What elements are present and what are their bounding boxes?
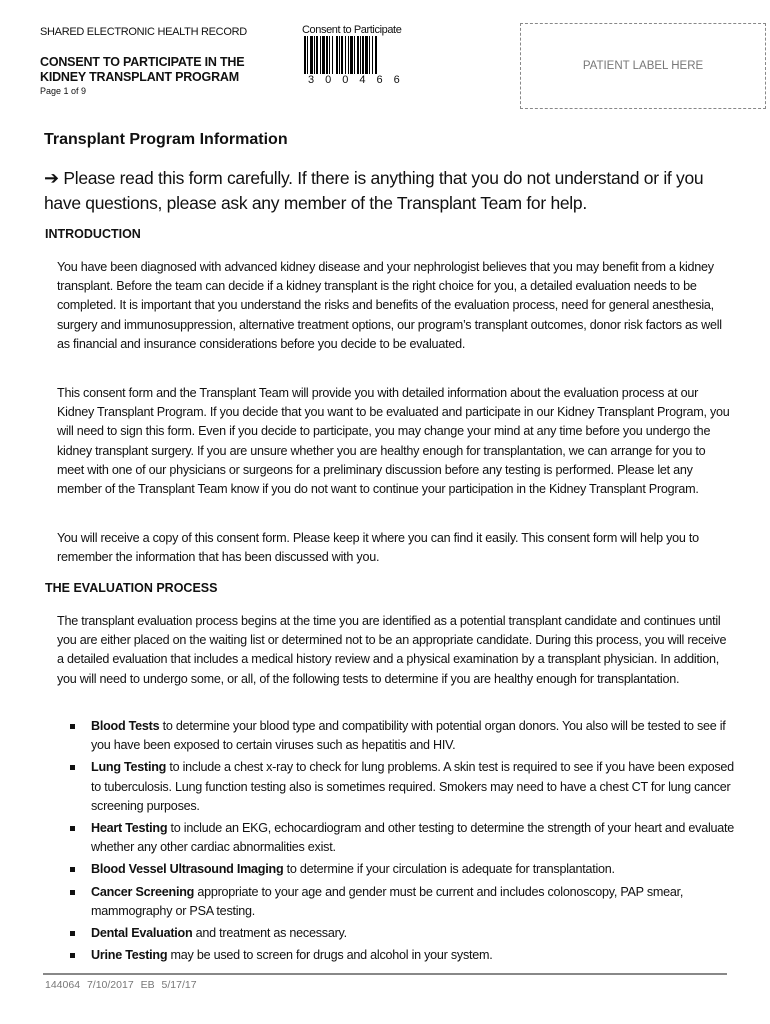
intro-paragraph-1: You have been diagnosed with advanced kidney disease and your nephrologist believes that you may benefit from a kidney transplant. Before the team can decide if a kidney transplant is the right choice for you, a detailed evaluation needs to be completed. It is important that you understand the risks and benefits of the evaluation process, need for general anesthesia, surgery and immunosuppression, alternative treatment options, our program’s transplant outcomes, donor risk factors as well as financial and insurance considerations before you decide to be evaluated.: [57, 260, 722, 351]
item-term: Dental Evaluation: [91, 926, 193, 941]
item-term: Urine Testing: [91, 948, 168, 963]
barcode-bars: [302, 36, 408, 74]
intro-heading: INTRODUCTION: [45, 227, 141, 241]
evaluation-paragraph: The transplant evaluation process begins at the time you are identified as a potential transplant candidate and continues until you are either placed on the waiting list or determined not to be an appropriate candidate. During this process, you will receive a detailed evaluation that includes a medical history review and a physical examination by a transplant physician. In addition, you will need to undergo some, or all, of the following tests to determine if you are healthy enough for transplantation.: [57, 614, 727, 686]
item-text: may be used to screen for drugs and alcohol in your system.: [167, 948, 493, 963]
item-text: to determine if your circulation is adequate for transplantation.: [283, 862, 615, 877]
item-term: Heart Testing: [91, 821, 168, 836]
item-term: Blood Vessel Ultrasound Imaging: [91, 862, 284, 877]
list-item: [57, 758, 737, 816]
document-title-line2: KIDNEY TRANSPLANT PROGRAM: [40, 70, 239, 84]
page-indicator: Page 1 of 9: [40, 86, 87, 96]
document-title: [40, 55, 244, 85]
item-text: to include a chest x-ray to check for lung problems. A skin test is required to see if you have been exposed to tuberculosis. Lung function testing also is sometimes required. Smokers may need to have a chest CT for lung cancer screening purposes.: [91, 760, 734, 813]
item-term: Blood Tests: [91, 719, 160, 733]
bullet-icon: [70, 765, 75, 770]
item-term: Lung Testing: [91, 760, 167, 775]
bullet-icon: [70, 826, 75, 831]
patient-label-box: [520, 23, 766, 109]
list-item: [57, 883, 737, 921]
instruction-note: [44, 166, 744, 216]
instruction-text: Please read this form carefully. If there is anything that you do not understand or if you have questions, please ask any member of the Transplant Team for help.: [44, 168, 704, 213]
intro-paragraph-3: You will receive a copy of this consent form. Please keep it where you can find it easily. This consent form will help you to remember the information that has been discussed with you.: [57, 531, 699, 565]
list-item: [57, 924, 737, 943]
list-item: [57, 717, 737, 755]
footer-revision: 144064 7/10/2017 EB 5/17/17: [45, 979, 197, 991]
bullet-icon: [70, 724, 75, 729]
section-heading: Transplant Program Information: [44, 131, 288, 148]
footer-divider: [43, 973, 727, 975]
item-text: to include an EKG, echocardiogram and other testing to determine the strength of your heart and evaluate whether any other cardiac abnormalities exist.: [91, 821, 735, 855]
bullet-icon: [70, 931, 75, 936]
list-item: [57, 860, 737, 879]
record-system-label: SHARED ELECTRONIC HEALTH RECORD: [40, 26, 247, 38]
barcode-caption: Consent to Participate: [302, 24, 402, 36]
item-term: Cancer Screening: [91, 884, 195, 899]
item-text: and treatment as necessary.: [192, 926, 347, 941]
item-text: appropriate to your age and gender must be current and includes colonoscopy, PAP smear, mammography or PSA testing.: [91, 884, 684, 918]
patient-label-text: PATIENT LABEL HERE: [582, 60, 704, 72]
list-item: [57, 819, 737, 857]
bullet-icon: [70, 953, 75, 958]
arrow-right-icon: ➔: [44, 168, 59, 188]
barcode-number: 300466: [308, 74, 411, 86]
evaluation-heading: THE EVALUATION PROCESS: [45, 581, 218, 595]
bullet-icon: [70, 867, 75, 872]
item-text: to determine your blood type and compatibility with potential organ donors. You also will be tested to see if you have been exposed to certain viruses such as hepatitis and HIV.: [91, 719, 726, 753]
bullet-icon: [70, 890, 75, 895]
evaluation-test-list: [57, 717, 737, 968]
document-title-line1: CONSENT TO PARTICIPATE IN THE: [40, 55, 245, 69]
barcode: [302, 24, 411, 86]
list-item: [57, 946, 737, 965]
intro-paragraph-2: This consent form and the Transplant Team will provide you with detailed information about the evaluation process at our Kidney Transplant Program. If you decide that you want to be evaluated and participate in our Kidney Transplant Program, you will need to sign this form. Even if you decide to participate, you may change your mind at any time before you undergo the kidney transplant surgery. If you are unsure whether you are healthy enough for transplantation, we can arrange for you to meet with one of our physicians or surgeons for a preliminary discussion before any testing is performed. Please let any member of the Transplant Team know if you do not want to continue your participation in the Kidney Transplant Program.: [57, 386, 730, 497]
